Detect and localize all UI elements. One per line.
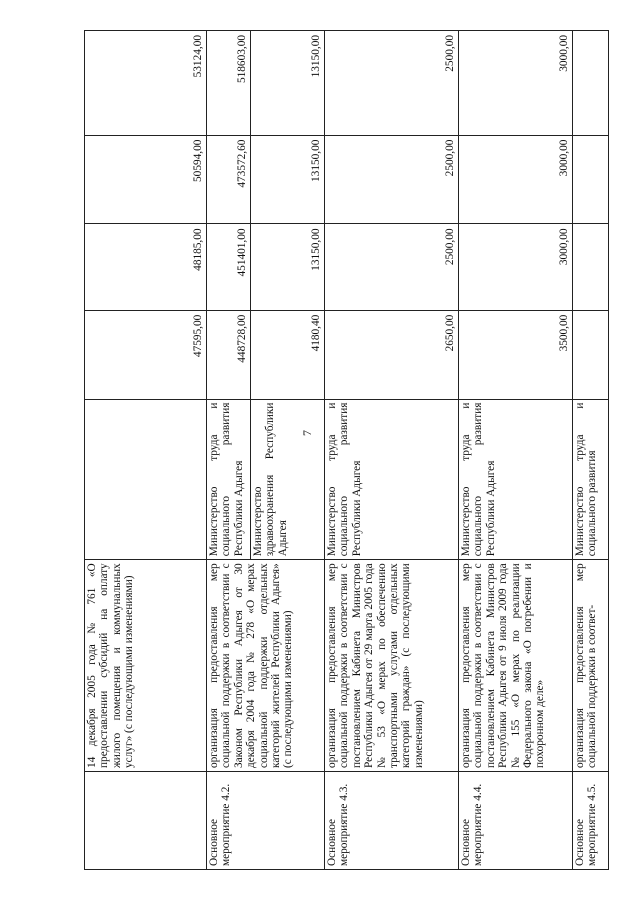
amount-cell: 13150,00 xyxy=(251,31,325,136)
amount-cell: 50594,00 xyxy=(85,135,207,224)
amount-cell xyxy=(573,310,609,399)
activity-description: организация предоставления мер социальной поддержки в соответствии с Законом Республики Адыгея от 30 декабря 2004 года № 278 «О мерах социальной поддержки отдельных категорий жителей Республики Адыгея» (с последующими изменениями) xyxy=(207,560,325,772)
amount-cell: 48185,00 xyxy=(85,224,207,310)
amount-cell xyxy=(573,224,609,310)
amount-cell: 448728,00 xyxy=(207,310,251,399)
program-activities-table xyxy=(84,30,609,870)
table-row xyxy=(207,31,251,870)
amount-cell: 3000,00 xyxy=(459,135,573,224)
activity-executor: Министерство труда и социального развития Республики Адыгея xyxy=(325,399,459,560)
table-row xyxy=(85,31,207,870)
amount-cell: 13150,00 xyxy=(251,224,325,310)
activity-name: Основное мероприятие 4.4. xyxy=(459,772,573,870)
page-number: 7 xyxy=(300,430,314,436)
activity-executor: Министерство труда и социального развития xyxy=(573,399,609,560)
amount-cell: 2500,00 xyxy=(325,135,459,224)
activity-name: Основное мероприятие 4.2. xyxy=(207,772,325,870)
activity-executor: Министерство труда и социального развития Республики Адыгея xyxy=(459,399,573,560)
rotated-page xyxy=(84,30,599,870)
activity-executor: Министерство здравоохранения Республики Адыгея xyxy=(251,399,325,560)
amount-cell: 2500,00 xyxy=(325,224,459,310)
activity-description: организация предоставления мер социальной поддержки в соответствии с постановлением Кабинета Министров Республики Адыгея от 29 марта 2005 года № 53 «О мерах по обеспечению транспортными услугами отдельных категорий граждан» (с последующими изменениями) xyxy=(325,560,459,772)
amount-cell: 2650,00 xyxy=(325,310,459,399)
amount-cell: 518603,00 xyxy=(207,31,251,136)
activity-executor xyxy=(85,399,207,560)
activity-description: 14 декабря 2005 года № 761 «О предоставлении субсидий на оплату жилого помещения и коммунальных услуг» (с последующими изменениями) xyxy=(85,560,207,772)
amount-cell xyxy=(573,31,609,136)
amount-cell: 473572,60 xyxy=(207,135,251,224)
amount-cell: 3000,00 xyxy=(459,224,573,310)
amount-cell: 47595,00 xyxy=(85,310,207,399)
activity-description: организация предоставления мер социальной поддержки в соответствии с постановлением Кабинета Министров Республики Адыгея от 9 июля 2009 года № 155 «О мерах по реализации Федерального закона «О погребении и похоронном деле» xyxy=(459,560,573,772)
amount-cell: 4180,40 xyxy=(251,310,325,399)
table-row xyxy=(459,31,573,870)
amount-cell: 3500,00 xyxy=(459,310,573,399)
table-row xyxy=(573,31,609,870)
activity-name xyxy=(85,772,207,870)
amount-cell: 53124,00 xyxy=(85,31,207,136)
activity-executor: Министерство труда и социального развития Республики Адыгея xyxy=(207,399,251,560)
table-row xyxy=(325,31,459,870)
amount-cell xyxy=(573,135,609,224)
activity-name: Основное мероприятие 4.3. xyxy=(325,772,459,870)
activity-description: организация предоставления мер социальной поддержки в соответ- xyxy=(573,560,609,772)
amount-cell: 3000,00 xyxy=(459,31,573,136)
activity-name: Основное мероприятие 4.5. xyxy=(573,772,609,870)
amount-cell: 13150,00 xyxy=(251,135,325,224)
amount-cell: 451401,00 xyxy=(207,224,251,310)
amount-cell: 2500,00 xyxy=(325,31,459,136)
